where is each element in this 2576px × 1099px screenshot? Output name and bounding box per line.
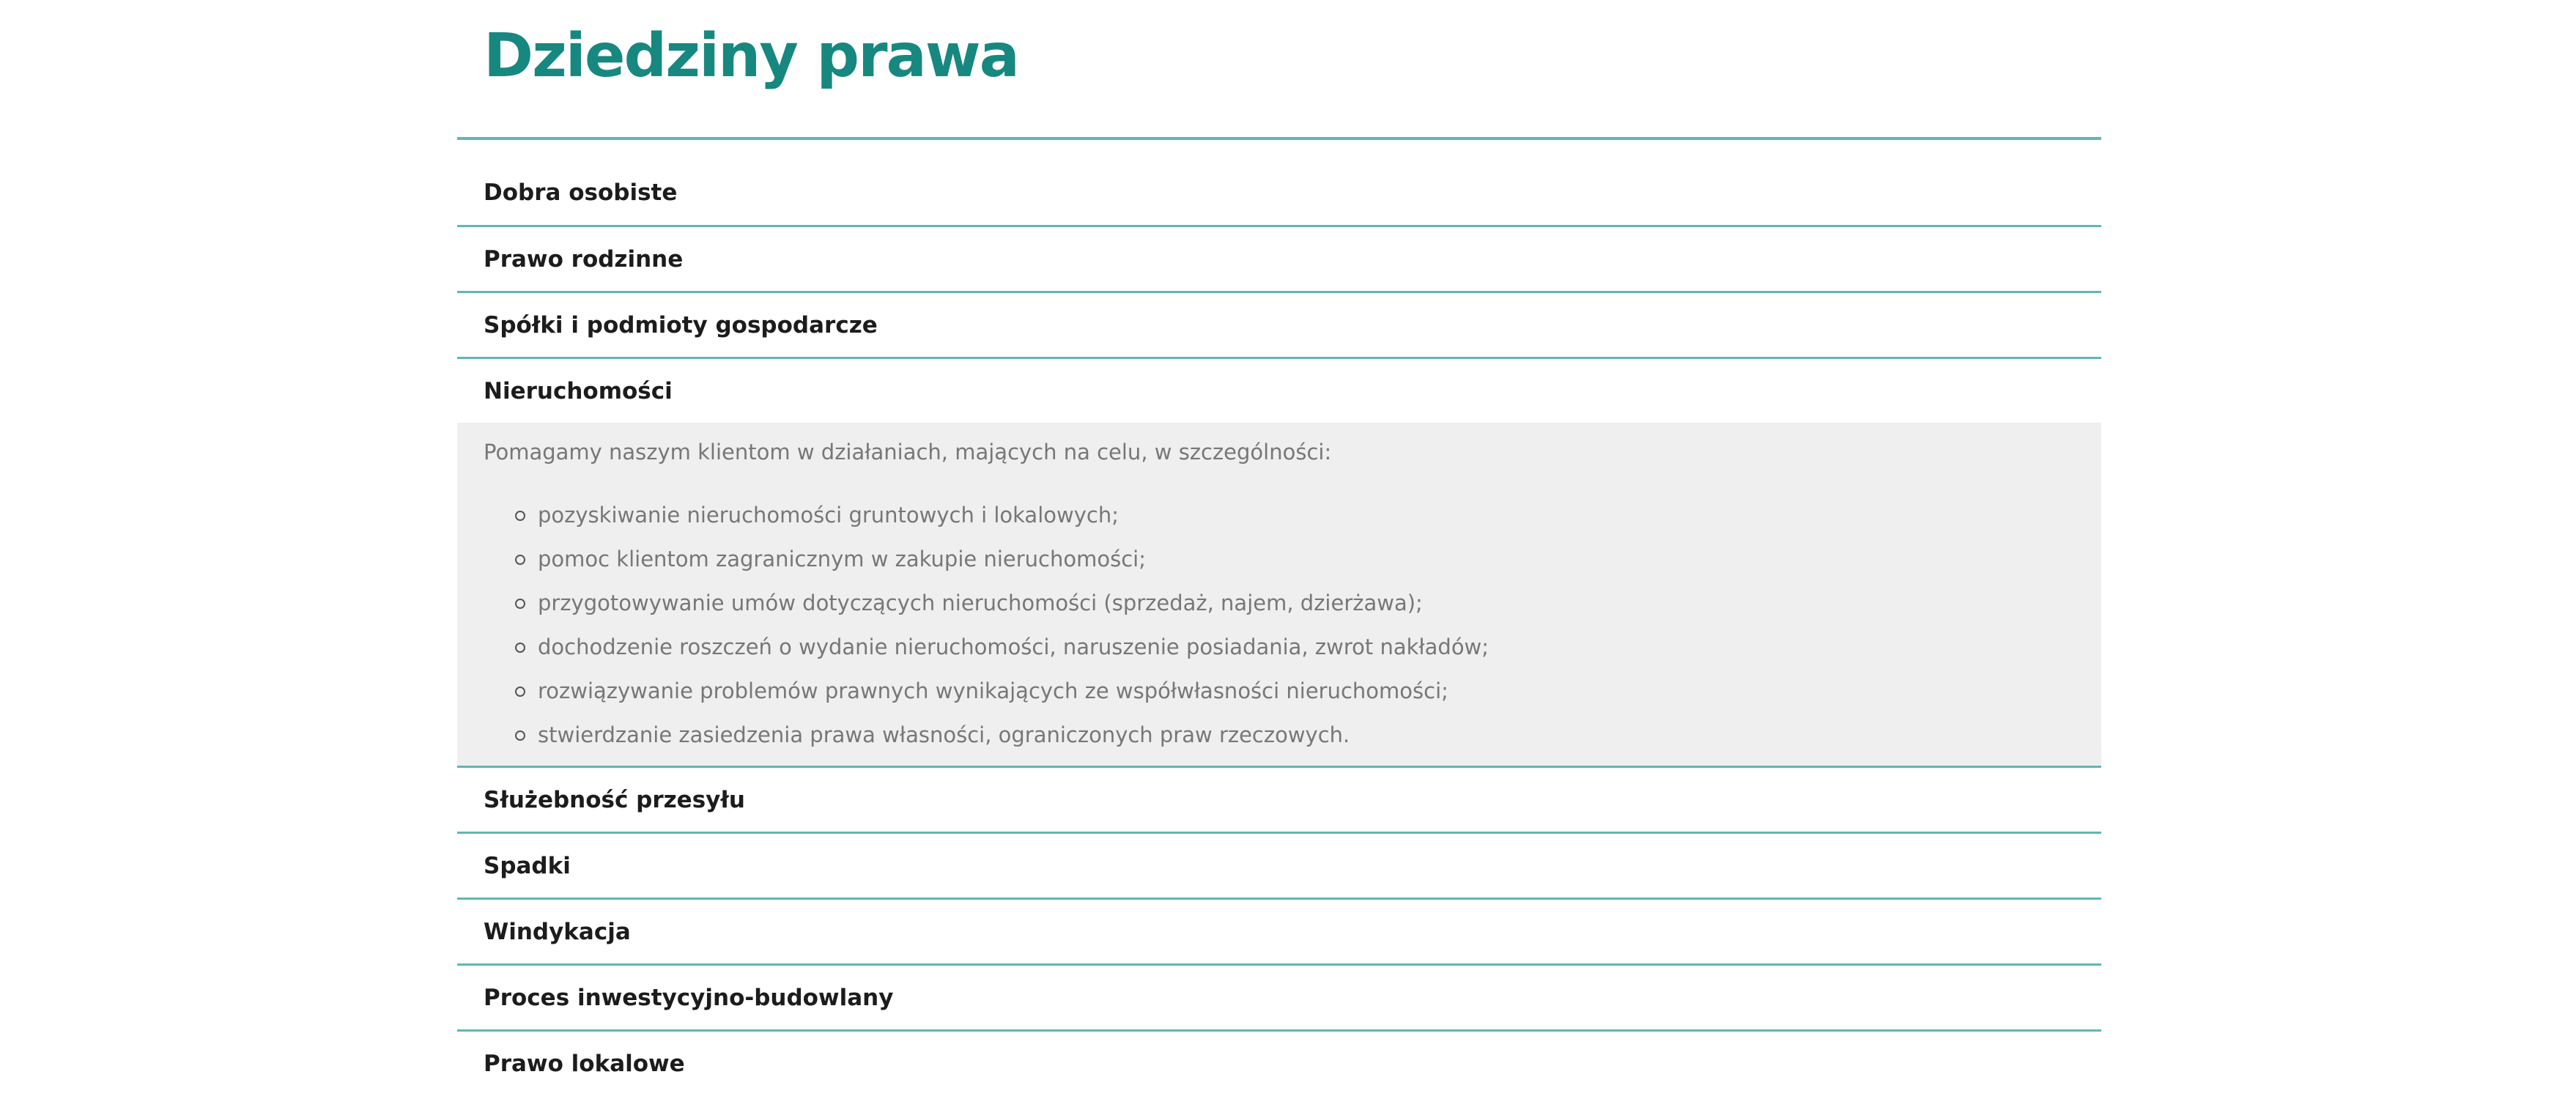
circle-bullet-icon xyxy=(515,687,525,697)
list-item-text: pomoc klientom zagranicznym w zakupie nieruchomości; xyxy=(538,547,1146,571)
accordion-header-spolki[interactable]: Spółki i podmioty gospodarcze xyxy=(484,311,878,338)
accordion-item-prawo-rodzinne xyxy=(457,227,2101,293)
accordion-header-prawo-rodzinne[interactable]: Prawo rodzinne xyxy=(484,245,684,273)
list-item xyxy=(538,632,2075,676)
accordion-item-dobra-osobiste xyxy=(457,174,2101,227)
accordion-item-spolki xyxy=(457,293,2101,359)
list-item xyxy=(538,500,2075,544)
accordion-item-windykacja xyxy=(457,900,2101,966)
panel-intro: Pomagamy naszym klientom w działaniach, mających na celu, w szczególności: xyxy=(484,440,1332,465)
practice-areas-accordion xyxy=(457,174,2101,1095)
circle-bullet-icon xyxy=(515,599,525,609)
circle-bullet-icon xyxy=(515,730,525,741)
accordion-panel-nieruchomosci xyxy=(457,423,2101,766)
list-item xyxy=(538,544,2075,588)
accordion-header-sluzebnosc-przesylu[interactable]: Służebność przesyłu xyxy=(484,786,745,813)
accordion-header-prawo-lokalowe[interactable]: Prawo lokalowe xyxy=(484,1050,685,1077)
list-item-text: rozwiązywanie problemów prawnych wynikających ze współwłasności nieruchomości; xyxy=(538,678,1448,703)
accordion-item-nieruchomosci xyxy=(457,359,2101,768)
circle-bullet-icon xyxy=(515,555,525,565)
list-item xyxy=(538,720,2075,750)
accordion-header-dobra-osobiste[interactable]: Dobra osobiste xyxy=(484,180,678,206)
list-item-text: dochodzenie roszczeń o wydanie nieruchomości, naruszenie posiadania, zwrot nakładów; xyxy=(538,634,1489,659)
list-item-text: pozyskiwanie nieruchomości gruntowych i lokalowych; xyxy=(538,503,1119,528)
accordion-header-nieruchomosci[interactable]: Nieruchomości xyxy=(484,377,673,404)
list-item-text: stwierdzanie zasiedzenia prawa własności, ograniczonych praw rzeczowych. xyxy=(538,722,1350,747)
title-divider xyxy=(457,137,2101,140)
circle-bullet-icon xyxy=(515,511,525,521)
main-content xyxy=(457,0,2101,1095)
list-item-text: przygotowywanie umów dotyczących nieruchomości (sprzedaż, najem, dzierżawa); xyxy=(538,591,1423,615)
accordion-header-spadki[interactable]: Spadki xyxy=(484,852,571,879)
list-item xyxy=(538,676,2075,720)
page-title: Dziedziny prawa xyxy=(484,21,1018,91)
circle-bullet-icon xyxy=(515,643,525,653)
services-list xyxy=(484,500,2075,750)
accordion-item-spadki xyxy=(457,834,2101,900)
list-item xyxy=(538,588,2075,632)
accordion-item-proces-inwestycyjno-budowlany xyxy=(457,966,2101,1032)
accordion-item-sluzebnosc-przesylu xyxy=(457,768,2101,834)
accordion-header-proces-inwestycyjno-budowlany[interactable]: Proces inwestycyjno-budowlany xyxy=(484,984,894,1011)
accordion-item-prawo-lokalowe xyxy=(457,1032,2101,1095)
accordion-header-windykacja[interactable]: Windykacja xyxy=(484,918,631,945)
